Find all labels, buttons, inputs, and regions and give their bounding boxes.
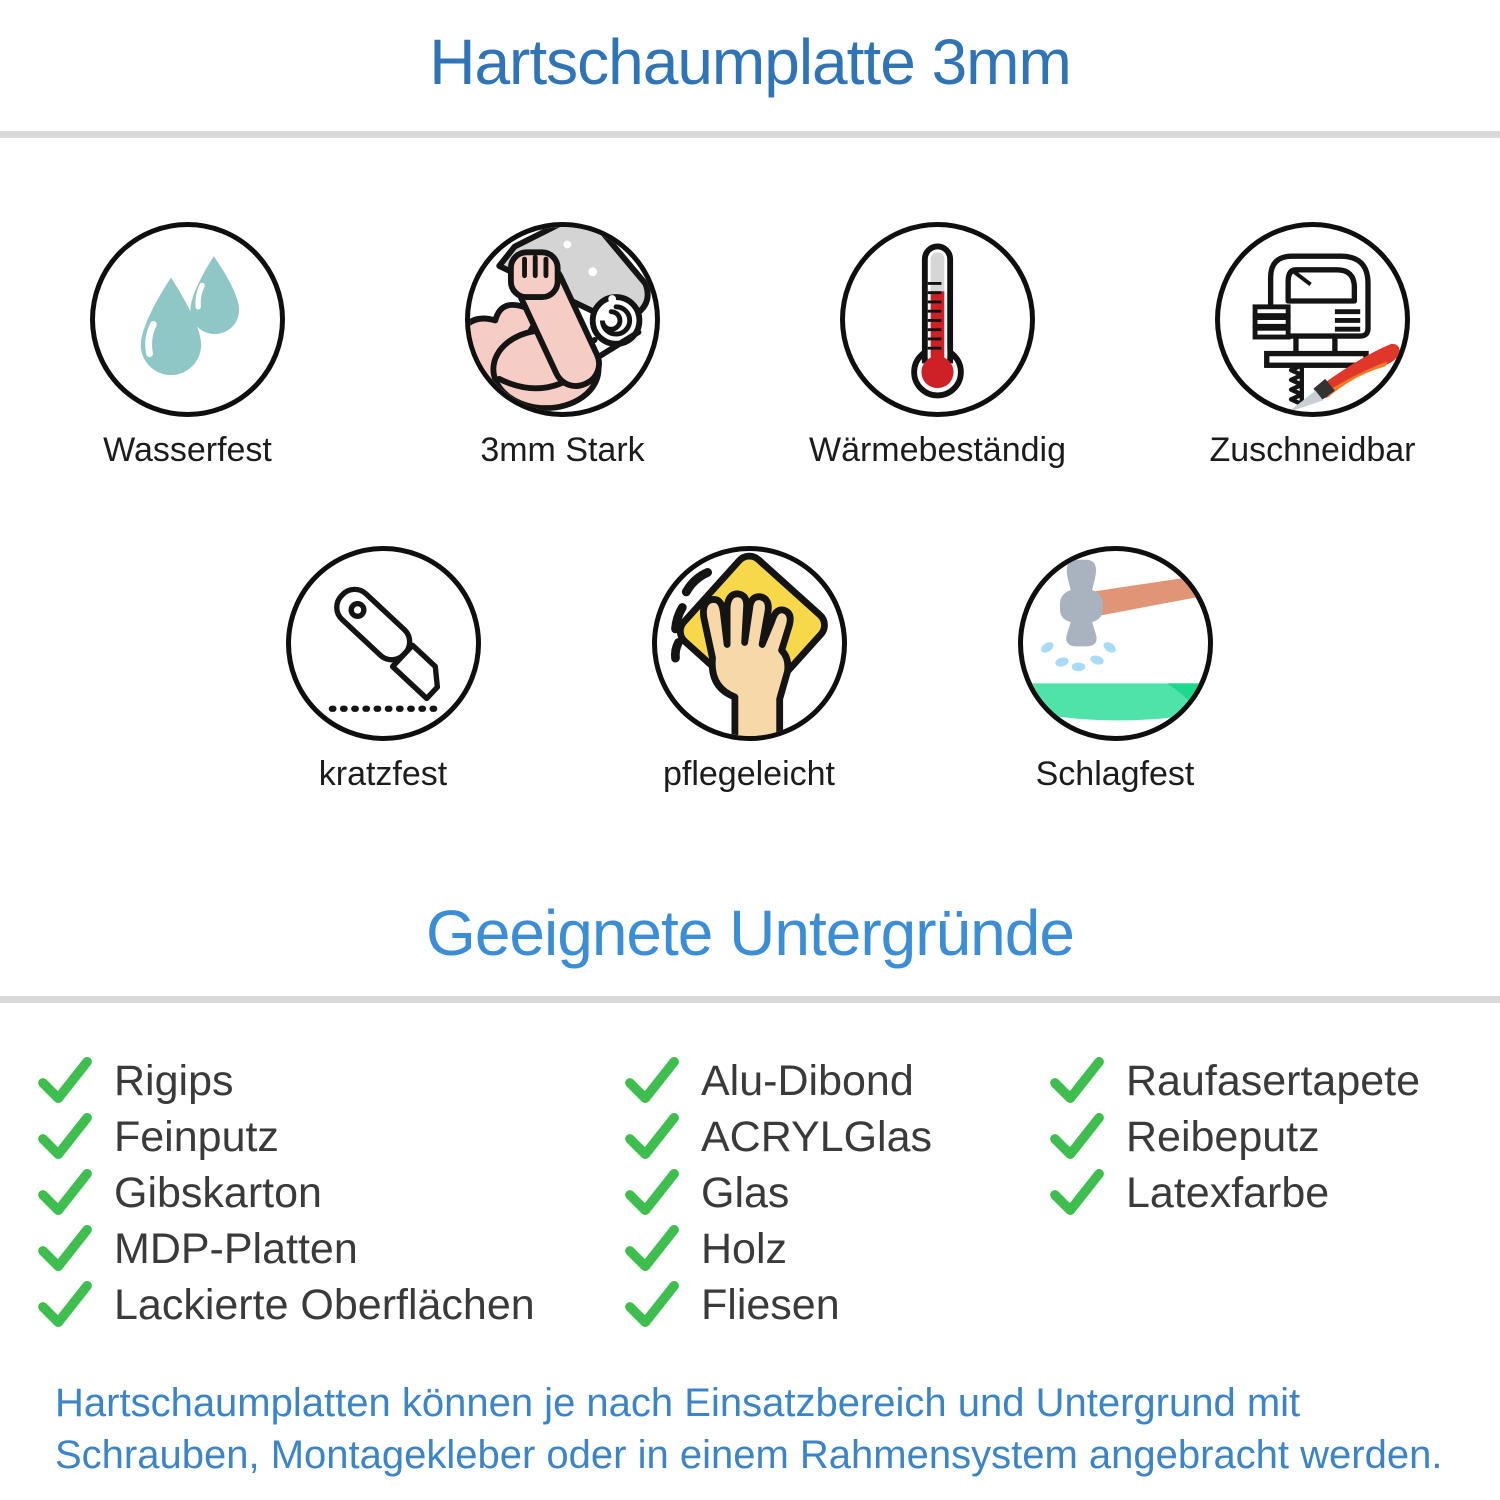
check-icon <box>1050 1057 1104 1105</box>
feature-pflegeleicht <box>566 546 932 794</box>
divider <box>0 131 1500 138</box>
water-drops-icon <box>90 222 285 417</box>
substrate-item <box>1050 1053 1500 1109</box>
hammer-icon <box>1018 546 1213 741</box>
substrate-item <box>38 1053 625 1109</box>
substrate-item <box>625 1277 1050 1333</box>
substrates-section <box>0 1053 1500 1333</box>
substrate-label: Alu-Dibond <box>701 1056 914 1105</box>
feature-label: Zuschneidbar <box>1209 431 1416 469</box>
section-title: Geeignete Untergründe <box>426 897 1074 969</box>
utility-knife-icon <box>286 546 481 741</box>
feature-label: pflegeleicht <box>662 755 835 793</box>
check-icon <box>38 1281 92 1329</box>
feature-wasserfest <box>0 222 375 470</box>
footer-line: Hartschaumplatten können je nach Einsatzbereich und Untergrund mit <box>55 1381 1301 1425</box>
substrate-item <box>625 1221 1050 1277</box>
feature-label: Wärmebeständig <box>808 431 1066 469</box>
substrate-item <box>1050 1109 1500 1165</box>
thermometer-icon <box>840 222 1035 417</box>
features-row-2 <box>200 546 1300 794</box>
substrate-label: MDP-Platten <box>114 1224 358 1273</box>
cleaning-hand-icon <box>652 546 847 741</box>
divider <box>0 996 1500 1003</box>
jigsaw-cutter-icon <box>1215 222 1410 417</box>
check-icon <box>1050 1169 1104 1217</box>
check-icon <box>38 1169 92 1217</box>
check-icon <box>625 1057 679 1105</box>
substrate-label: Holz <box>701 1224 788 1273</box>
check-icon <box>38 1225 92 1273</box>
features-row-1 <box>0 222 1500 470</box>
feature-schlagfest <box>932 546 1298 794</box>
check-icon <box>1050 1113 1104 1161</box>
substrate-label: Rigips <box>114 1056 234 1105</box>
substrate-item <box>38 1109 625 1165</box>
feature-3mm-stark <box>375 222 750 470</box>
substrate-label: Raufasertapete <box>1126 1056 1421 1105</box>
check-icon <box>625 1281 679 1329</box>
feature-kratzfest <box>200 546 566 794</box>
check-icon <box>625 1113 679 1161</box>
substrate-item <box>625 1165 1050 1221</box>
feature-label: Wasserfest <box>103 431 272 469</box>
footer-note <box>55 1377 1500 1481</box>
check-icon <box>38 1057 92 1105</box>
substrate-item <box>38 1165 625 1221</box>
feature-label: 3mm Stark <box>480 431 645 469</box>
page-title: Hartschaumplatte 3mm <box>429 26 1071 98</box>
feature-zuschneidbar <box>1125 222 1500 470</box>
substrate-column-3 <box>1050 1053 1500 1333</box>
substrate-label: Latexfarbe <box>1126 1168 1330 1217</box>
substrate-item <box>38 1277 625 1333</box>
substrate-label: Fliesen <box>701 1280 840 1329</box>
check-icon <box>38 1113 92 1161</box>
check-icon <box>625 1225 679 1273</box>
feature-label: Schlagfest <box>1035 755 1195 793</box>
feature-waermebestaendig <box>750 222 1125 470</box>
substrate-item <box>625 1053 1050 1109</box>
substrate-label: Reibeputz <box>1126 1112 1320 1161</box>
substrate-item <box>1050 1165 1500 1221</box>
footer-line: Schrauben, Montagekleber oder in einem Rahmensystem angebracht werden. <box>55 1433 1443 1477</box>
substrate-label: Feinputz <box>114 1112 279 1161</box>
substrate-label: Lackierte Oberflächen <box>114 1280 535 1329</box>
substrate-column-1 <box>38 1053 625 1333</box>
substrate-column-2 <box>625 1053 1050 1333</box>
substrate-item <box>38 1221 625 1277</box>
check-icon <box>625 1169 679 1217</box>
substrate-item <box>625 1109 1050 1165</box>
substrate-label: Glas <box>701 1168 790 1217</box>
feature-label: kratzfest <box>318 755 448 793</box>
substrate-label: ACRYLGlas <box>701 1112 933 1161</box>
substrate-label: Gibskarton <box>114 1168 322 1217</box>
flexed-arm-icon <box>465 222 660 417</box>
